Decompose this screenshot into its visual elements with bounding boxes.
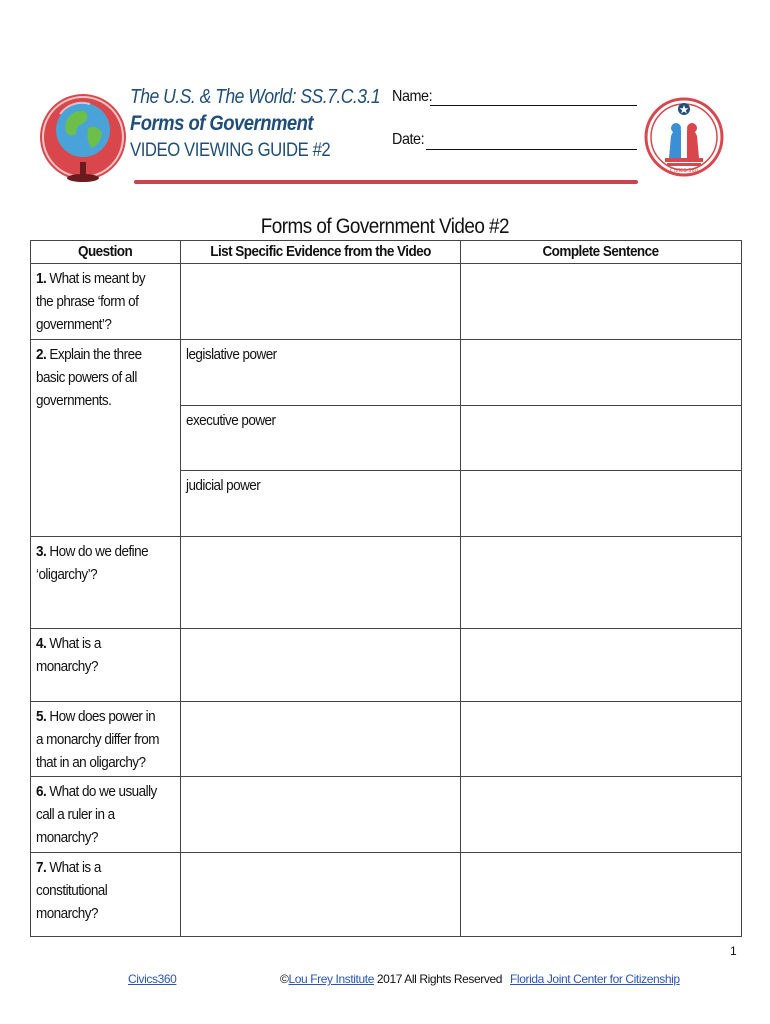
question-cell: 1. What is meant by the phrase ‘form of government’?: [31, 264, 181, 340]
table-row: [31, 777, 742, 853]
civics360-link[interactable]: Civics360: [128, 972, 177, 986]
table-header-row: [31, 241, 742, 264]
question-cell: 4. What is a monarchy?: [31, 629, 181, 702]
sentence-cell[interactable]: [461, 471, 742, 537]
header-divider: [134, 180, 638, 184]
sentence-cell[interactable]: [461, 264, 742, 340]
sentence-cell[interactable]: [461, 853, 742, 937]
document-title: Forms of Government Video #2: [260, 215, 510, 238]
name-label: Name:: [392, 88, 433, 105]
footer-copyright: [280, 972, 502, 986]
table-row: [31, 853, 742, 937]
copyright-text: 2017 All Rights Reserved: [373, 972, 503, 986]
table-row: [31, 340, 742, 406]
question-cell: 6. What do we usually call a ruler in a monarchy?: [31, 777, 181, 853]
copyright-symbol: ©: [280, 972, 289, 986]
svg-text:CIVICS 360: CIVICS 360: [670, 168, 698, 174]
evidence-cell[interactable]: [181, 853, 461, 937]
sentence-cell[interactable]: [461, 340, 742, 406]
date-label: Date:: [392, 131, 425, 148]
lou-frey-institute-link[interactable]: Lou Frey Institute: [288, 972, 374, 986]
evidence-cell[interactable]: [181, 702, 461, 777]
evidence-cell[interactable]: judicial power: [181, 471, 461, 537]
sentence-column-header: Complete Sentence: [461, 241, 742, 264]
table-row: [31, 702, 742, 777]
name-field[interactable]: [430, 105, 637, 106]
sentence-cell[interactable]: [461, 406, 742, 471]
unit-title: Forms of Government: [130, 112, 314, 135]
evidence-column-header: List Specific Evidence from the Video: [181, 241, 461, 264]
footer-left: [128, 972, 176, 986]
table-row: [31, 537, 742, 629]
header: [0, 0, 770, 215]
guide-title: VIDEO VIEWING GUIDE #2: [130, 140, 331, 161]
question-cell: 7. What is a constitutional monarchy?: [31, 853, 181, 937]
evidence-cell[interactable]: [181, 777, 461, 853]
evidence-cell[interactable]: executive power: [181, 406, 461, 471]
sentence-cell[interactable]: [461, 702, 742, 777]
question-cell: 2. Explain the three basic powers of all governments.: [31, 340, 181, 537]
evidence-cell[interactable]: [181, 537, 461, 629]
date-field[interactable]: [426, 149, 637, 150]
sentence-cell[interactable]: [461, 537, 742, 629]
page-number: 1: [730, 944, 737, 958]
question-cell: 3. How do we define ‘oligarchy’?: [31, 537, 181, 629]
fjcc-link[interactable]: Florida Joint Center for Citizenship: [510, 972, 680, 986]
globe-logo-icon: [38, 62, 128, 212]
evidence-cell[interactable]: legislative power: [181, 340, 461, 406]
title-block: [130, 86, 414, 162]
sentence-cell[interactable]: [461, 777, 742, 853]
question-cell: 5. How does power in a monarchy differ from that in an oligarchy?: [31, 702, 181, 777]
question-column-header: Question: [31, 241, 181, 264]
evidence-cell[interactable]: [181, 264, 461, 340]
footer-right: [510, 972, 680, 986]
course-standard: The U.S. & The World: SS.7.C.3.1: [130, 86, 381, 108]
civics-seal-logo-icon: [643, 62, 725, 212]
sentence-cell[interactable]: [461, 629, 742, 702]
viewing-guide-table: [30, 240, 742, 937]
evidence-cell[interactable]: [181, 629, 461, 702]
table-row: [31, 629, 742, 702]
table-row: [31, 264, 742, 340]
